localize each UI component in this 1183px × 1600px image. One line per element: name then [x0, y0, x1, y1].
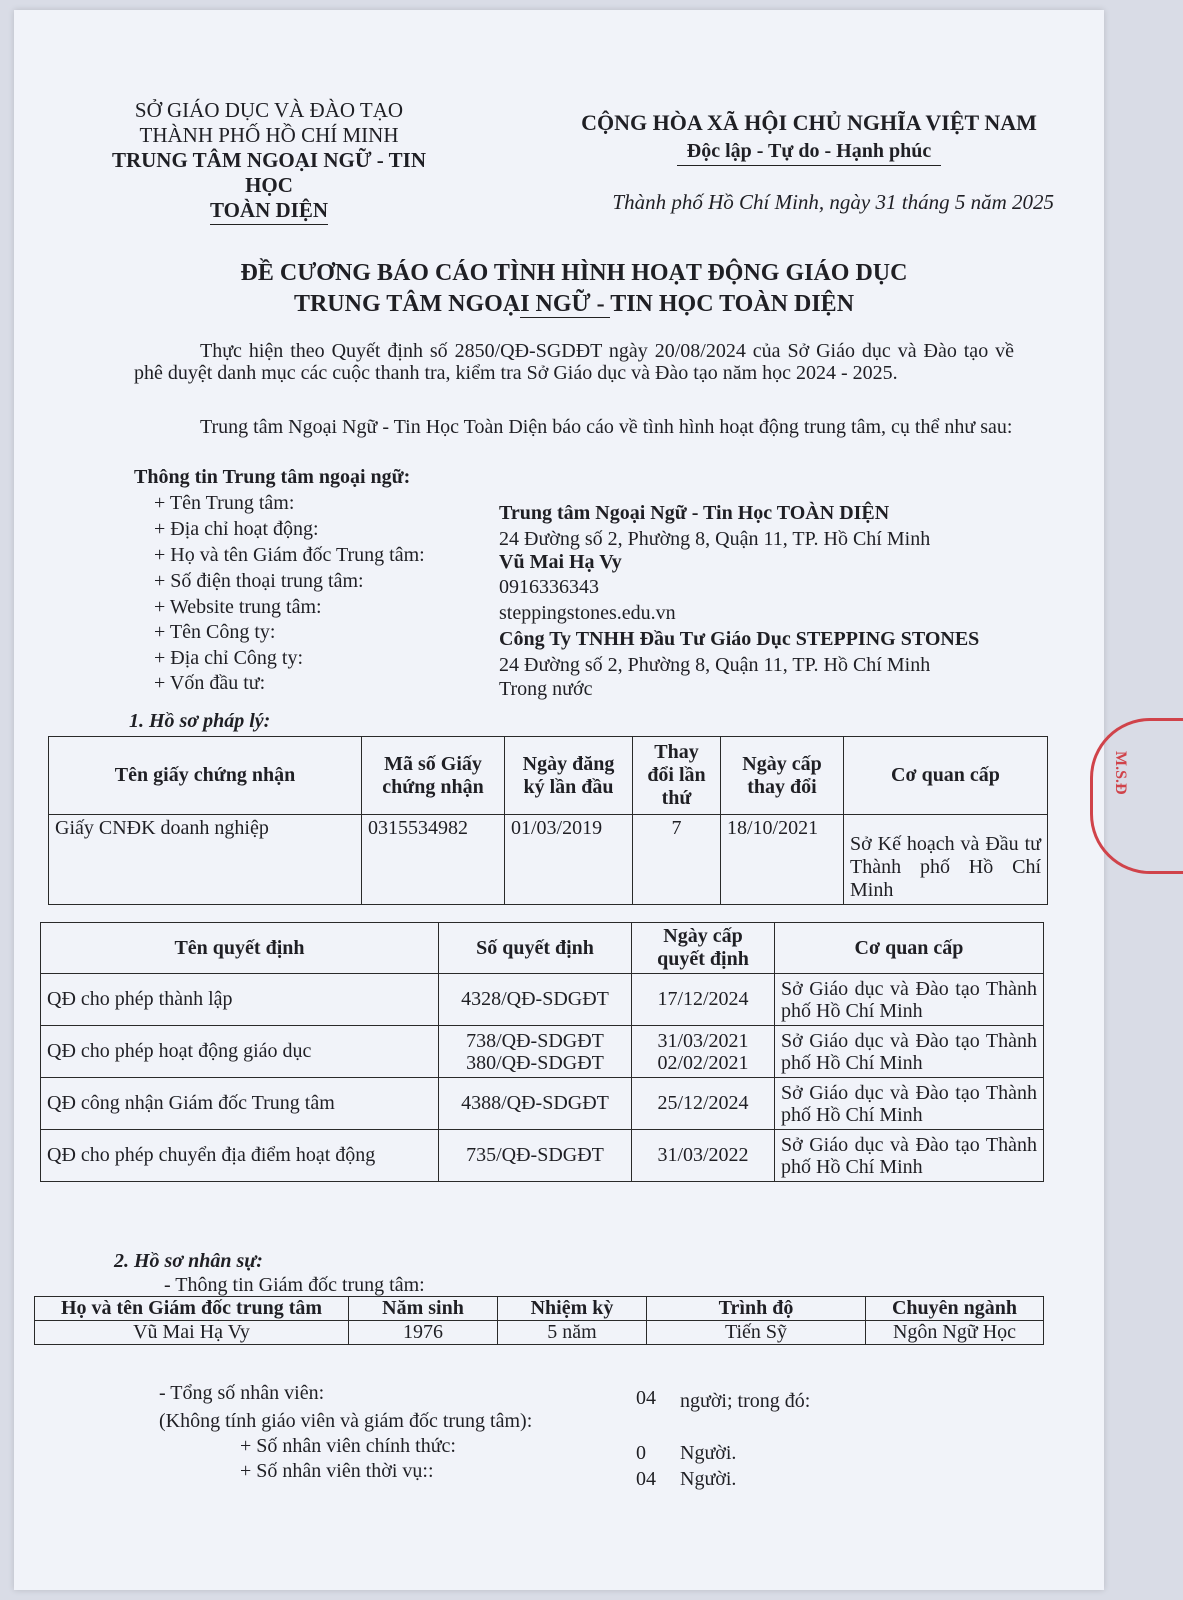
- info-label: + Địa chỉ hoạt động:: [154, 518, 319, 540]
- decision-row: [41, 1130, 1044, 1182]
- intro-paragraph-1: Thực hiện theo Quyết định số 2850/QĐ-SGDĐT ngày 20/08/2024 của Sở Giáo dục và Đào tạo về phê duyệt danh mục các cuộc thanh tra, kiểm tra Sở Giáo dục và Đào tạo năm học 2024 - 2025.: [134, 340, 1014, 384]
- cert-cell: 01/03/2019: [505, 815, 633, 905]
- decision-number: 4328/QĐ-SDGĐT: [439, 974, 632, 1026]
- director-cell: 5 năm: [498, 1321, 647, 1345]
- red-seal-stamp: [1090, 718, 1183, 874]
- dept-line-1: SỞ GIÁO DỤC VÀ ĐÀO TẠO: [134, 98, 404, 122]
- cert-header: Ngày cấp thay đổi: [721, 737, 844, 815]
- info-label: + Vốn đầu tư:: [154, 672, 266, 694]
- director-header: Năm sinh: [349, 1297, 498, 1321]
- director-header: Chuyên ngành: [866, 1297, 1044, 1321]
- decision-org: Sở Giáo dục và Đào tạo Thành phố Hồ Chí Minh: [775, 1078, 1044, 1130]
- decision-row: [41, 974, 1044, 1026]
- seasonal-value: 04: [636, 1468, 656, 1490]
- cert-cell: Sở Kế hoạch và Đầu tư Thành phố Hồ Chí Minh: [844, 815, 1048, 905]
- decision-header: Số quyết định: [439, 923, 632, 974]
- decision-org: Sở Giáo dục và Đào tạo Thành phố Hồ Chí Minh: [775, 1130, 1044, 1182]
- cert-header: Cơ quan cấp: [844, 737, 1048, 815]
- decision-date: 25/12/2024: [632, 1078, 775, 1130]
- nation-title: CỘNG HÒA XÃ HỘI CHỦ NGHĨA VIỆT NAM: [581, 110, 1037, 135]
- seasonal-unit: Người.: [680, 1468, 737, 1490]
- decision-header: Tên quyết định: [41, 923, 439, 974]
- section-2-heading: 2. Hồ sơ nhân sự:: [114, 1250, 263, 1272]
- cert-header: Thay đổi lần thứ: [633, 737, 721, 815]
- decision-name: QĐ cho phép thành lập: [41, 974, 439, 1026]
- decision-name: QĐ cho phép chuyển địa điểm hoạt động: [41, 1130, 439, 1182]
- stamp-text: M.S.Đ: [1112, 751, 1129, 795]
- title-line-2a: TRUNG TÂM NGOẠ: [293, 291, 521, 317]
- decision-row: [41, 1026, 1044, 1078]
- info-label: + Tên Công ty:: [154, 621, 276, 643]
- director-cell: Vũ Mai Hạ Vy: [35, 1321, 349, 1345]
- decision-org: Sở Giáo dục và Đào tạo Thành phố Hồ Chí Minh: [775, 1026, 1044, 1078]
- info-label: + Tên Trung tâm:: [154, 492, 295, 514]
- title-line-1: ĐỀ CƯƠNG BÁO CÁO TÌNH HÌNH HOẠT ĐỘNG GIÁO DỤC: [240, 260, 908, 286]
- title-line-2c: TIN HỌC TOÀN DIỆN: [610, 291, 855, 317]
- staff-total-label: - Tổng số nhân viên:: [159, 1382, 325, 1404]
- fulltime-label: + Số nhân viên chính thức:: [240, 1435, 456, 1457]
- decision-name: QĐ cho phép hoạt động giáo dục: [41, 1026, 439, 1078]
- decision-date-cell: [632, 1026, 775, 1078]
- cert-cell: 0315534982: [362, 815, 505, 905]
- info-label: + Số điện thoại trung tâm:: [154, 570, 364, 592]
- info-value: Trung tâm Ngoại Ngữ - Tin Học TOÀN DIỆN: [499, 502, 890, 524]
- title-line-2b: I NGỮ -: [520, 291, 611, 317]
- info-label: + Họ và tên Giám đốc Trung tâm:: [154, 544, 425, 566]
- decision-number-cell: [439, 1026, 632, 1078]
- document-page: [14, 10, 1104, 1590]
- document-title: [134, 258, 1014, 320]
- director-subheading: - Thông tin Giám đốc trung tâm:: [164, 1274, 425, 1296]
- cert-header: Mã số Giấy chứng nhận: [362, 737, 505, 815]
- seasonal-label: + Số nhân viên thời vụ::: [240, 1460, 434, 1482]
- staff-total-unit: người; trong đó:: [680, 1390, 811, 1412]
- decision-number: 4388/QĐ-SDGĐT: [439, 1078, 632, 1130]
- intro-paragraph-2: Trung tâm Ngoại Ngữ - Tin Học Toàn Diện báo cáo về tình hình hoạt động trung tâm, cụ thể như sau:: [200, 416, 1013, 438]
- decision-date: 31/03/2022: [632, 1130, 775, 1182]
- decision-header: Cơ quan cấp: [775, 923, 1044, 974]
- director-header: Họ và tên Giám đốc trung tâm: [35, 1297, 349, 1321]
- cert-header: Tên giấy chứng nhận: [49, 737, 362, 815]
- staff-note: (Không tính giáo viên và giám đốc trung tâm):: [159, 1410, 533, 1432]
- director-cell: Ngôn Ngữ Học: [866, 1321, 1044, 1345]
- cert-cell: 7: [633, 815, 721, 905]
- date-line: Thành phố Hồ Chí Minh, ngày 31 tháng 5 năm 2025: [612, 190, 1054, 214]
- nation-block: [559, 110, 1059, 166]
- info-label: + Website trung tâm:: [154, 596, 322, 618]
- info-value: 24 Đường số 2, Phường 8, Quận 11, TP. Hồ Chí Minh: [499, 654, 931, 676]
- fulltime-unit: Người.: [680, 1442, 737, 1464]
- section-1-heading: 1. Hồ sơ pháp lý:: [129, 710, 271, 732]
- decision-table: [40, 922, 1044, 1182]
- decision-row: [41, 1078, 1044, 1130]
- info-label: + Địa chỉ Công ty:: [154, 647, 304, 669]
- info-value: steppingstones.edu.vn: [499, 602, 676, 624]
- motto: Độc lập - Tự do - Hạnh phúc: [677, 140, 941, 166]
- decision-name: QĐ công nhận Giám đốc Trung tâm: [41, 1078, 439, 1130]
- info-heading: Thông tin Trung tâm ngoại ngữ:: [134, 466, 411, 488]
- decision-number-2: 380/QĐ-SDGĐT: [466, 1051, 604, 1074]
- director-cell: 1976: [349, 1321, 498, 1345]
- decision-date-2: 02/02/2021: [657, 1051, 749, 1074]
- issuer-block: [99, 98, 439, 225]
- director-header: Trình độ: [647, 1297, 866, 1321]
- decision-number: 738/QĐ-SDGĐT: [466, 1029, 604, 1052]
- director-cell: Tiến Sỹ: [647, 1321, 866, 1345]
- dept-line-2: THÀNH PHỐ HỒ CHÍ MINH: [139, 123, 399, 147]
- info-value: 24 Đường số 2, Phường 8, Quận 11, TP. Hồ Chí Minh: [499, 528, 931, 550]
- cert-cell: 18/10/2021: [721, 815, 844, 905]
- director-table: [34, 1296, 1044, 1345]
- title-line-2: [134, 289, 1014, 320]
- fulltime-value: 0: [636, 1442, 646, 1464]
- decision-date: 31/03/2021: [657, 1029, 749, 1052]
- center-line-1: TRUNG TÂM NGOẠI NGỮ - TIN HỌC: [111, 148, 427, 197]
- cert-header: Ngày đăng ký lần đầu: [505, 737, 633, 815]
- cert-cell: Giấy CNĐK doanh nghiệp: [49, 815, 362, 905]
- decision-date: 17/12/2024: [632, 974, 775, 1026]
- staff-total-value: 04: [636, 1387, 656, 1409]
- director-header: Nhiệm kỳ: [498, 1297, 647, 1321]
- info-value: 0916336343: [499, 576, 599, 598]
- decision-org: Sở Giáo dục và Đào tạo Thành phố Hồ Chí Minh: [775, 974, 1044, 1026]
- decision-number: 735/QĐ-SDGĐT: [439, 1130, 632, 1182]
- info-value: Vũ Mai Hạ Vy: [499, 551, 622, 573]
- decision-header: Ngày cấp quyết định: [632, 923, 775, 974]
- info-value: Công Ty TNHH Đầu Tư Giáo Dục STEPPING STONES: [499, 628, 980, 650]
- info-value: Trong nước: [499, 678, 593, 700]
- certificate-table: [48, 736, 1048, 905]
- center-line-2: TOÀN DIỆN: [210, 198, 328, 225]
